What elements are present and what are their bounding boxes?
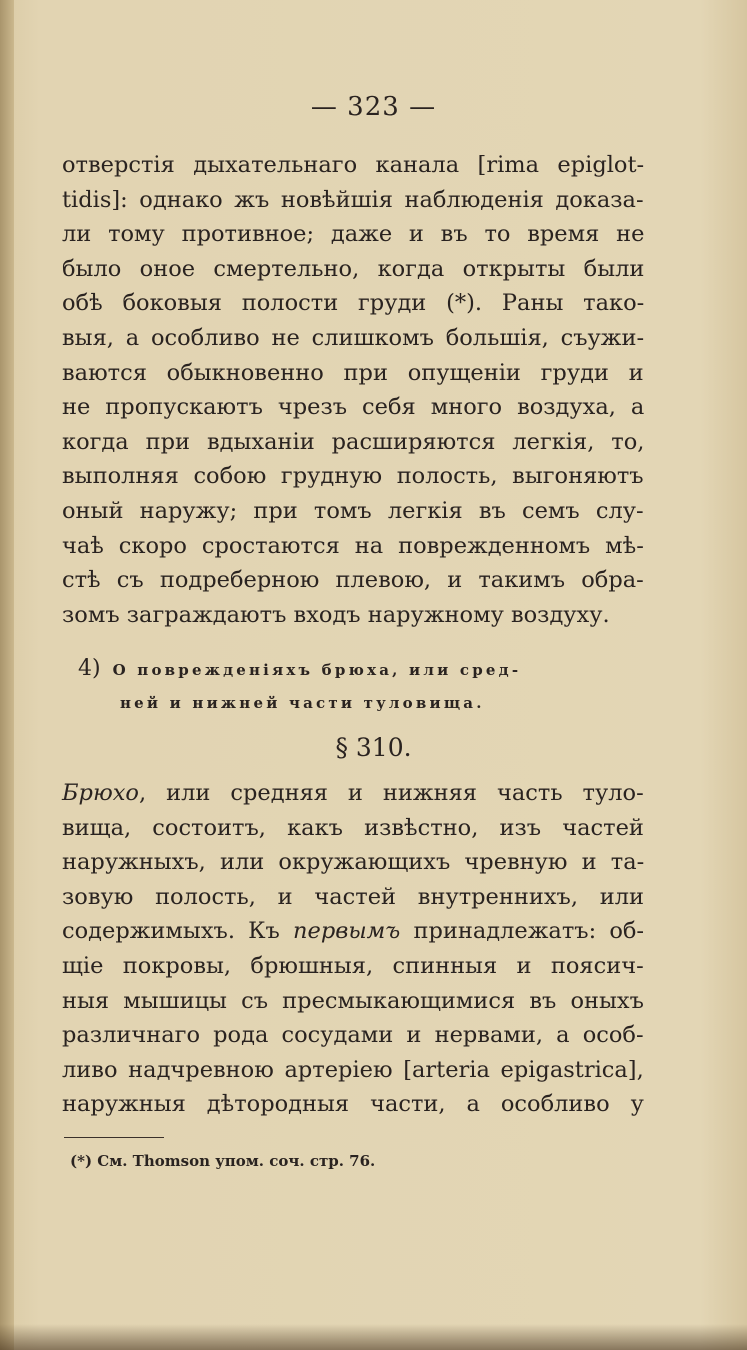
text-line: обѣ боковыя полости груди (*). Раны тако- bbox=[62, 290, 645, 317]
text-line: оный наружу; при томъ легкія въ семъ слу- bbox=[62, 497, 644, 524]
text-line: зомъ заграждаютъ входъ наружному воздуху. bbox=[62, 601, 610, 628]
text-line: ливо надчревною артеріею [arteria epigastrica], bbox=[62, 1056, 644, 1083]
text-line: выя, а особливо не слишкомъ большія, съужи- bbox=[62, 324, 645, 351]
text-line: когда при вдыханіи расширяются легкія, то, bbox=[62, 428, 645, 455]
text-line: было оное смертельно, когда открыты были bbox=[62, 255, 645, 282]
text-line: ли тому противное; даже и въ то время не bbox=[62, 221, 645, 248]
page-number: — 323 — bbox=[310, 92, 437, 122]
text-line: Брюхо, или средняя и нижняя часть туло- bbox=[62, 780, 644, 806]
section-heading-continued bbox=[120, 686, 680, 720]
text-line: tidis]: однако жъ новѣйшія наблюденія доказа- bbox=[62, 186, 644, 213]
italic-term: Брюхо bbox=[62, 780, 139, 806]
text-line: ваются обыкновенно при опущеніи груди и bbox=[62, 359, 644, 386]
paragraph-abdomen bbox=[62, 776, 644, 1122]
text-line: отверстія дыхательнаго канала [rima epiglot- bbox=[62, 152, 645, 178]
text-line: не пропускаютъ чрезъ себя много воздуха, а bbox=[62, 394, 645, 421]
section-heading bbox=[78, 652, 638, 687]
text-line: различнаго рода сосудами и нервами, а особ- bbox=[62, 1022, 644, 1049]
heading-line-1: О поврежденіяхъ брюха, или сред- bbox=[112, 661, 522, 679]
heading-line-2: ней и нижней части туловища. bbox=[120, 694, 485, 712]
text-line: наружныхъ, или окружающихъ чревную и та- bbox=[62, 849, 645, 876]
text-line: вища, состоитъ, какъ извѣстно, изъ частей bbox=[62, 814, 644, 841]
text-line: выполняя собою грудную полость, выгоняютъ bbox=[62, 463, 644, 490]
footnote-divider bbox=[64, 1137, 164, 1138]
section-mark: § 310. bbox=[335, 733, 412, 762]
text-line: стѣ съ подреберною плевою, и такимъ обра- bbox=[62, 567, 644, 594]
italic-term: первымъ bbox=[293, 918, 401, 945]
text-line: чаѣ скоро сростаются на поврежденномъ мѣ- bbox=[62, 532, 644, 559]
paragraph-chest-wounds bbox=[62, 148, 644, 632]
text-line: ныя мышицы съ пресмыкающимися въ оныхъ bbox=[62, 987, 644, 1014]
text-line: содержимыхъ. Къ первымъ принадлежатъ: об- bbox=[62, 918, 645, 945]
footnote: (*) См. Thomson упом. соч. стр. 76. bbox=[70, 1152, 376, 1170]
text-line: наружныя дѣтородныя части, а особливо у bbox=[62, 1091, 644, 1118]
text-line: щіе покровы, брюшныя, спинныя и поясич- bbox=[62, 952, 644, 979]
text-line: зовую полость, и частей внутреннихъ, или bbox=[62, 883, 645, 910]
heading-number: 4) bbox=[78, 656, 101, 681]
